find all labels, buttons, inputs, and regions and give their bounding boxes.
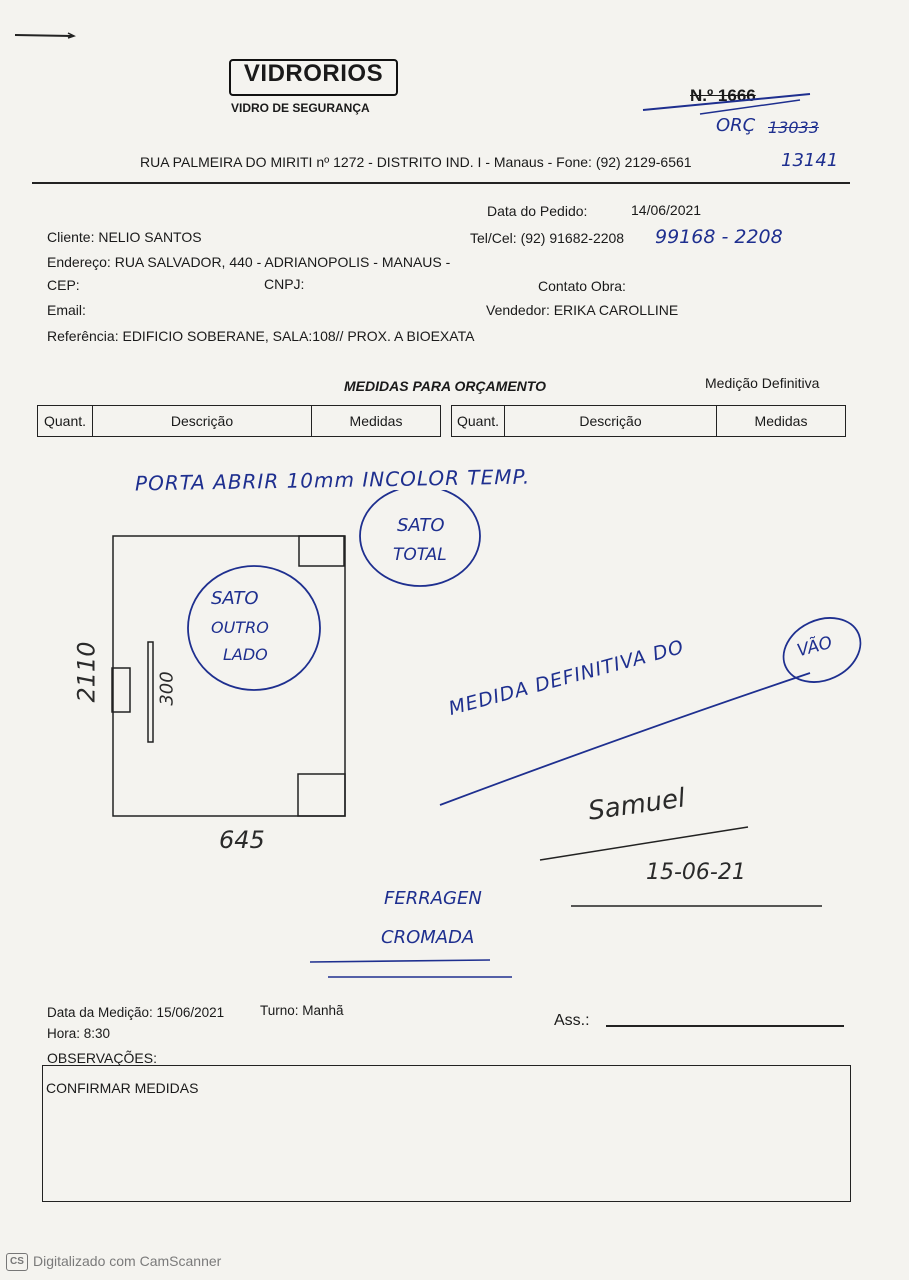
hardware-line2: CROMADA (381, 927, 475, 948)
col-description-2: Descrição (505, 406, 717, 436)
observations-label: OBSERVAÇÕES: (47, 1050, 157, 1066)
corner-mark (14, 30, 76, 40)
seller-name: Vendedor: ERIKA CAROLLINE (486, 302, 679, 318)
measure-time: Hora: 8:30 (47, 1026, 111, 1041)
client-address: Endereço: RUA SALVADOR, 440 - ADRIANOPOLIS - MANAUS - (47, 254, 451, 270)
orc-new-number: 13141 (781, 150, 839, 171)
signature-line (606, 1025, 844, 1027)
definitive-label: Medição Definitiva (705, 375, 820, 391)
client-phone-handwritten: 99168 - 2208 (655, 226, 783, 248)
camscanner-icon: CS (6, 1253, 28, 1271)
handle-dimension: 300 (156, 671, 178, 706)
col-quant: Quant. (38, 406, 93, 436)
vao-label: VÃO (795, 632, 835, 662)
reference-text: Referência: EDIFICIO SOBERANE, SALA:108// PROX. A BIOEXATA (47, 328, 475, 344)
width-dimension: 645 (219, 826, 265, 854)
signature-date: 15-06-21 (646, 860, 746, 885)
measure-shift: Turno: Manhã (260, 1003, 344, 1018)
col-measures: Medidas (349, 413, 403, 429)
bubble-total-line2: TOTAL (393, 545, 447, 565)
bubble-other-line1: SATO (211, 588, 259, 609)
col-measures-2: Medidas (754, 413, 808, 429)
measures-title: MEDIDAS PARA ORÇAMENTO (344, 378, 546, 394)
bubble-other-line3: LADO (223, 645, 268, 664)
company-tagline: VIDRO DE SEGURANÇA (231, 101, 370, 115)
cep-label: CEP: (47, 277, 80, 293)
technician-signature: Samuel (586, 783, 688, 827)
client-phone: Tel/Cel: (92) 91682-2208 (470, 230, 625, 246)
header-divider (32, 182, 850, 184)
observations-text: CONFIRMAR MEDIDAS (46, 1080, 199, 1096)
observations-box (42, 1065, 851, 1202)
order-date: 14/06/2021 (631, 202, 702, 218)
hardware-line1: FERRAGEN (384, 888, 482, 909)
measures-table-right (451, 405, 846, 437)
measure-date: Data da Medição: 15/06/2021 (47, 1005, 225, 1020)
col-description: Descrição (93, 406, 312, 436)
door-note: PORTA ABRIR 10mm INCOLOR TEMP. (134, 464, 531, 496)
height-dimension: 2110 (72, 641, 101, 703)
orc-label: ORÇ (716, 115, 756, 136)
client-name: Cliente: NELIO SANTOS (47, 229, 202, 245)
signature-label: Ass.: (554, 1012, 590, 1029)
col-quant-2: Quant. (452, 406, 505, 436)
email-label: Email: (47, 302, 86, 318)
cnpj-label: CNPJ: (264, 276, 305, 292)
bubble-other-line2: OUTRO (211, 618, 269, 637)
door-sketch (0, 490, 909, 990)
document-number: N.º 1666 (690, 86, 756, 105)
scanner-watermark: Digitalizado com CamScanner (33, 1253, 222, 1269)
company-address: RUA PALMEIRA DO MIRITI nº 1272 - DISTRITO IND. I - Manaus - Fone: (92) 2129-6561 (140, 154, 692, 170)
measures-table-left (37, 405, 441, 437)
definitive-note: MEDIDA DEFINITIVA DO (446, 635, 687, 720)
bubble-total-line1: SATO (397, 515, 445, 536)
orc-old-number: 13033 (768, 118, 819, 137)
order-date-label: Data do Pedido: (487, 203, 588, 219)
contact-label: Contato Obra: (538, 278, 626, 294)
company-logo: VIDRORIOS (243, 60, 384, 87)
